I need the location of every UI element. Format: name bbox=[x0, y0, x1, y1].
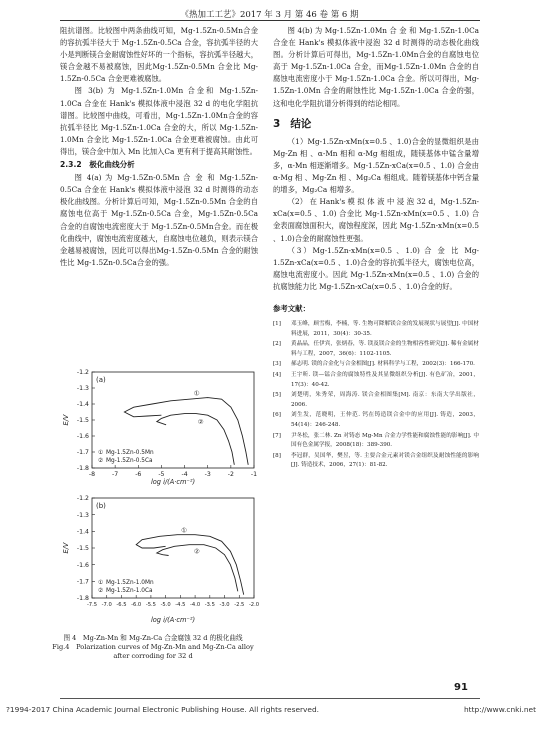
figure-4-polarization-curves bbox=[40, 368, 262, 632]
left-paragraph-3: 图 4(a) 为 Mg-1.5Zn-0.5Mn 合 金 和 Mg-1.5Zn-0.5Ca 合金在 Hank's 模拟体液中浸泡 32 d 时测得的动态极化曲线图。分析计算后可知，Mg-1.5Zn-0.5Mn 合金的自腐蚀电位高于 Mg-1.5Zn-0.5Ca 合金，Mg-1.5Zn-0.5Ca 合金的自腐蚀电流密度大于 Mg-1.5Zn-0.5Mn合金。而在极化曲线中，腐蚀电流密度越大，自腐蚀电位越负，则表示镁合金越易被腐蚀，因此可以得出Mg-1.5Zn-0.5Mn 合金的耐蚀性比 Mg-1.5Zn-0.5Ca合金的强。 bbox=[60, 173, 258, 267]
y-tick-label: -1.2 bbox=[76, 369, 89, 377]
left-column bbox=[60, 25, 258, 269]
reference-item bbox=[273, 452, 479, 471]
footer bbox=[6, 705, 536, 714]
y-tick-label: -1.3 bbox=[76, 511, 89, 519]
reference-text: 刘生发，范晓明，王仲范. 钙在铸造镁合金中的应用[J]. 铸造，2003，54(14)：246-248. bbox=[291, 412, 479, 428]
reference-number: [7] bbox=[273, 432, 281, 439]
x-tick-label: -5.0 bbox=[160, 602, 171, 608]
right-column bbox=[273, 25, 479, 472]
y-tick-label: -1.7 bbox=[76, 449, 89, 457]
series-marker: ② bbox=[197, 418, 204, 427]
x-tick-label: -7 bbox=[112, 471, 119, 478]
figure-caption-en-2: after corroding for 32 d bbox=[113, 652, 193, 660]
x-tick-label: -3.5 bbox=[204, 602, 215, 608]
reference-number: [2] bbox=[273, 341, 281, 348]
reference-number: [3] bbox=[273, 361, 281, 368]
x-tick-label: -6.0 bbox=[131, 602, 142, 608]
footer-link[interactable]: http://www.cnki.net bbox=[463, 705, 536, 714]
x-tick-label: -7.0 bbox=[101, 602, 112, 608]
x-tick-label: -4 bbox=[181, 471, 188, 478]
x-tick-label: -7.5 bbox=[86, 602, 98, 608]
reference-text: 刘楚明，朱秀荣，周海涛. 镁合金相图集[M]. 南京：东南大学出版社，2006. bbox=[291, 392, 479, 408]
running-head: 《热加工工艺》2017 年 3 月 第 46 卷 第 6 期 bbox=[180, 10, 359, 20]
series-marker: ① bbox=[181, 526, 188, 535]
y-tick-label: -1.6 bbox=[76, 433, 89, 441]
y-axis-label: E/V bbox=[62, 542, 70, 554]
conclusion-3: （3）Mg-1.5Zn-xMn(x=0.5 、1.0) 合 金 比 Mg-1.5Zn-xCa(x=0.5 、1.0)合金的容抗弧半径大，腐蚀电位高，腐蚀电流密度小。因此 Mg-1.5Zn-xMn(x=0.5 、1.0) 合金的抗腐蚀能力比 Mg-1.5Zn-xCa(x=0.5 、1.0)合金的好。 bbox=[273, 245, 479, 291]
footer-copyright: ?1994-2017 China Academic Journal Electronic Publishing House. All rights reserved. bbox=[6, 705, 320, 714]
legend-marker: ② bbox=[98, 588, 104, 594]
legend-label: Mg-1.5Zn-1.0Ca bbox=[106, 588, 153, 594]
series-marker: ① bbox=[193, 389, 200, 398]
reference-text: 李冠群，吴国华，樊昱，等. 主要合金元素对镁合金组织及耐蚀性能的影响[J]. 铸造技术，2006，27(1)：81-82. bbox=[291, 452, 479, 469]
reference-item bbox=[273, 320, 479, 339]
reference-item bbox=[273, 432, 479, 451]
panel-label: (a) bbox=[96, 376, 106, 384]
legend-marker: ① bbox=[98, 450, 104, 456]
legend-label: Mg-1.5Zn-1.0Mn bbox=[106, 580, 154, 586]
y-tick-label: -1.5 bbox=[76, 417, 89, 425]
y-axis-label: E/V bbox=[62, 414, 70, 426]
y-tick-label: -1.4 bbox=[76, 401, 89, 409]
left-paragraph-1: 阻抗谱图。比较图中两条曲线可知，Mg-1.5Zn-0.5Mn合金的容抗弧半径大于 Mg-1.5Zn-0.5Ca 合金，容抗弧半径的大小是判断镁合金耐腐蚀性好坏的一个指标，容抗弧半径越大，镁合金越不易被腐蚀，因此Mg-1.5Zn-0.5Mn 合金比 Mg-1.5Zn-0.5Ca 合金更难被腐蚀。 bbox=[60, 26, 258, 84]
right-paragraph-1: 图 4(b) 为 Mg-1.5Zn-1.0Mn 合 金 和 Mg-1.5Zn-1.0Ca 合金在 Hank's 模拟体液中浸泡 32 d 时测得的动态极化曲线图。分析计算后可得出，Mg-1.5Zn-1.0Mn合金的自腐蚀电位高于 Mg-1.5Zn-1.0Ca 合金，而Mg-1.5Zn-1.0Mn 合金的自腐蚀电流密度小于 Mg-1.5Zn-1.0Ca 合金。所以可得出，Mg-1.5Zn-1.0Mn 合金的耐蚀性比 Mg-1.5Zn-1.0Ca 合金的强，这和电化学阻抗谱分析得到的结论相同。 bbox=[273, 26, 479, 108]
x-axis-label: log i/(A·cm⁻²) bbox=[150, 616, 196, 624]
series-marker: ② bbox=[193, 547, 200, 556]
y-tick-label: -1.6 bbox=[76, 561, 89, 569]
reference-text: 王宇昕. 镁—锰合金的腐蚀特性及其显微组织分析[J]. 有色矿冶，2001，17(3)：40-42. bbox=[291, 372, 479, 388]
figure-caption-cn: 图 4 Mg-Zn-Mn 和 Mg-Zn-Ca 合金腐蚀 32 d 的极化曲线 bbox=[63, 634, 243, 642]
y-tick-label: -1.5 bbox=[76, 545, 89, 553]
reference-item bbox=[273, 340, 479, 359]
x-tick-label: -2 bbox=[227, 471, 234, 478]
reference-item bbox=[273, 371, 479, 390]
references-list bbox=[273, 320, 479, 471]
legend-label: Mg-1.5Zn-0.5Ca bbox=[106, 458, 153, 464]
x-tick-label: -3 bbox=[204, 471, 211, 478]
y-tick-label: -1.8 bbox=[76, 465, 89, 473]
conclusion-2: （2） 在 Hank's 模 拟 体 液 中 浸 泡 32 d，Mg-1.5Zn-xCa(x=0.5 、1.0) 合金比 Mg-1.5Zn-xMn(x=0.5 、1.0) 合金表面腐蚀面积大，腐蚀程度深，因此 Mg-1.5Zn-xMn(x=0.5 、1.0)合金的耐腐蚀性更强。 bbox=[273, 197, 479, 243]
y-tick-label: -1.8 bbox=[76, 595, 89, 603]
panel-label: (b) bbox=[96, 502, 106, 510]
legend-marker: ① bbox=[98, 580, 104, 586]
footer-rule bbox=[60, 698, 480, 699]
x-tick-label: -6.5 bbox=[116, 602, 127, 608]
reference-number: [4] bbox=[273, 372, 281, 379]
reference-number: [8] bbox=[273, 452, 281, 459]
x-axis-label: log i/(A·cm⁻²) bbox=[150, 478, 196, 486]
x-tick-label: -4.5 bbox=[175, 602, 186, 608]
figure-caption-en-1: Fig.4 Polarization curves of Mg-Zn-Mn and Mg-Zn-Ca alloy bbox=[52, 643, 254, 651]
y-tick-label: -1.3 bbox=[76, 385, 89, 393]
y-tick-label: -1.4 bbox=[76, 528, 89, 536]
y-tick-label: -1.7 bbox=[76, 578, 89, 586]
x-tick-label: -6 bbox=[135, 471, 142, 478]
reference-item bbox=[273, 391, 479, 410]
header-rule bbox=[60, 20, 480, 21]
left-paragraph-2: 图 3(b) 为 Mg-1.5Zn-1.0Mn 合金和 Mg-1.5Zn-1.0Ca 合金在 Hank's 模拟体液中浸泡 32 d 的电化学阻抗谱图。比较图中曲线，可看出，Mg-1.5Zn-1.0Mn合金的容抗弧半径比 Mg-1.5Zn-1.0Ca 合金的大，所以 Mg-1.5Zn-1.0Mn 合金比 Mg-1.5Zn-1.0Ca 合金更难被腐蚀。由此可得出，镁合金中加入 Mn 比加入Ca 更有利于提高其耐蚀性。 bbox=[60, 86, 258, 156]
reference-text: 尹冬松，张二林. Zn 对铸态 Mg-Mn 合金力学性能和腐蚀性能的影响[J]. 中国有色金属学报，2008(18)：389-390. bbox=[291, 432, 479, 449]
x-tick-label: -3.0 bbox=[219, 602, 230, 608]
reference-item bbox=[273, 411, 479, 430]
reference-text: 郝志明. 镁的合金化与合金相图[J]. 材料科学与工程，2002(3)：166-170. bbox=[291, 361, 475, 368]
x-tick-label: -8 bbox=[88, 471, 96, 478]
x-tick-label: -5 bbox=[158, 471, 165, 478]
section-heading-3 bbox=[273, 118, 479, 130]
reference-number: [6] bbox=[273, 412, 281, 419]
x-tick-label: -4.0 bbox=[190, 602, 201, 608]
section-number: 3 bbox=[273, 117, 281, 130]
x-tick-label: -2.0 bbox=[248, 602, 260, 608]
reference-text: 黄晶晶，任伊宾，张炳春，等. 镁及镁合金的生物相容性研究[J]. 稀有金属材料与工程，2007，36(6)：1102-1105. bbox=[291, 341, 479, 357]
x-tick-label: -1 bbox=[250, 471, 258, 478]
references-title: 参考文献： bbox=[273, 303, 310, 313]
page-number: 91 bbox=[454, 682, 468, 693]
reference-number: [1] bbox=[273, 321, 281, 328]
section-title: 结论 bbox=[290, 117, 312, 130]
figure-caption bbox=[46, 634, 260, 661]
x-tick-label: -2.5 bbox=[234, 602, 245, 608]
legend-marker: ② bbox=[98, 458, 104, 464]
y-tick-label: -1.2 bbox=[76, 495, 89, 503]
reference-item bbox=[273, 360, 479, 370]
reference-number: [5] bbox=[273, 392, 281, 399]
x-tick-label: -5.5 bbox=[145, 602, 156, 608]
reference-text: 邓玉峰，顾雪梅，李楠，等. 生物可降解镁合金的发展现状与展望[J]. 中国材料进展，2011，30(4)：30-35. bbox=[291, 321, 479, 337]
section-heading-2-3-2: 2.3.2 极化曲线分析 bbox=[60, 160, 135, 170]
conclusion-1: （1）Mg-1.5Zn-xMn(x=0.5 、1.0)合金的显微组织是由 Mg-Zn 相 、α-Mn 相和 α-Mg 相组成，随镁基体中锰含量增多，α-Mn 相逐渐增多。Mg-1.5Zn-xCa(x=0.5 、1.0) 合金由 α-Mg 相 、Mg-Zn 相 、Mg₂Ca 相组成。随着镁基体中钙含量的增多，Mg₂Ca 相增多。 bbox=[273, 136, 479, 195]
legend-label: Mg-1.5Zn-0.5Mn bbox=[106, 450, 154, 456]
